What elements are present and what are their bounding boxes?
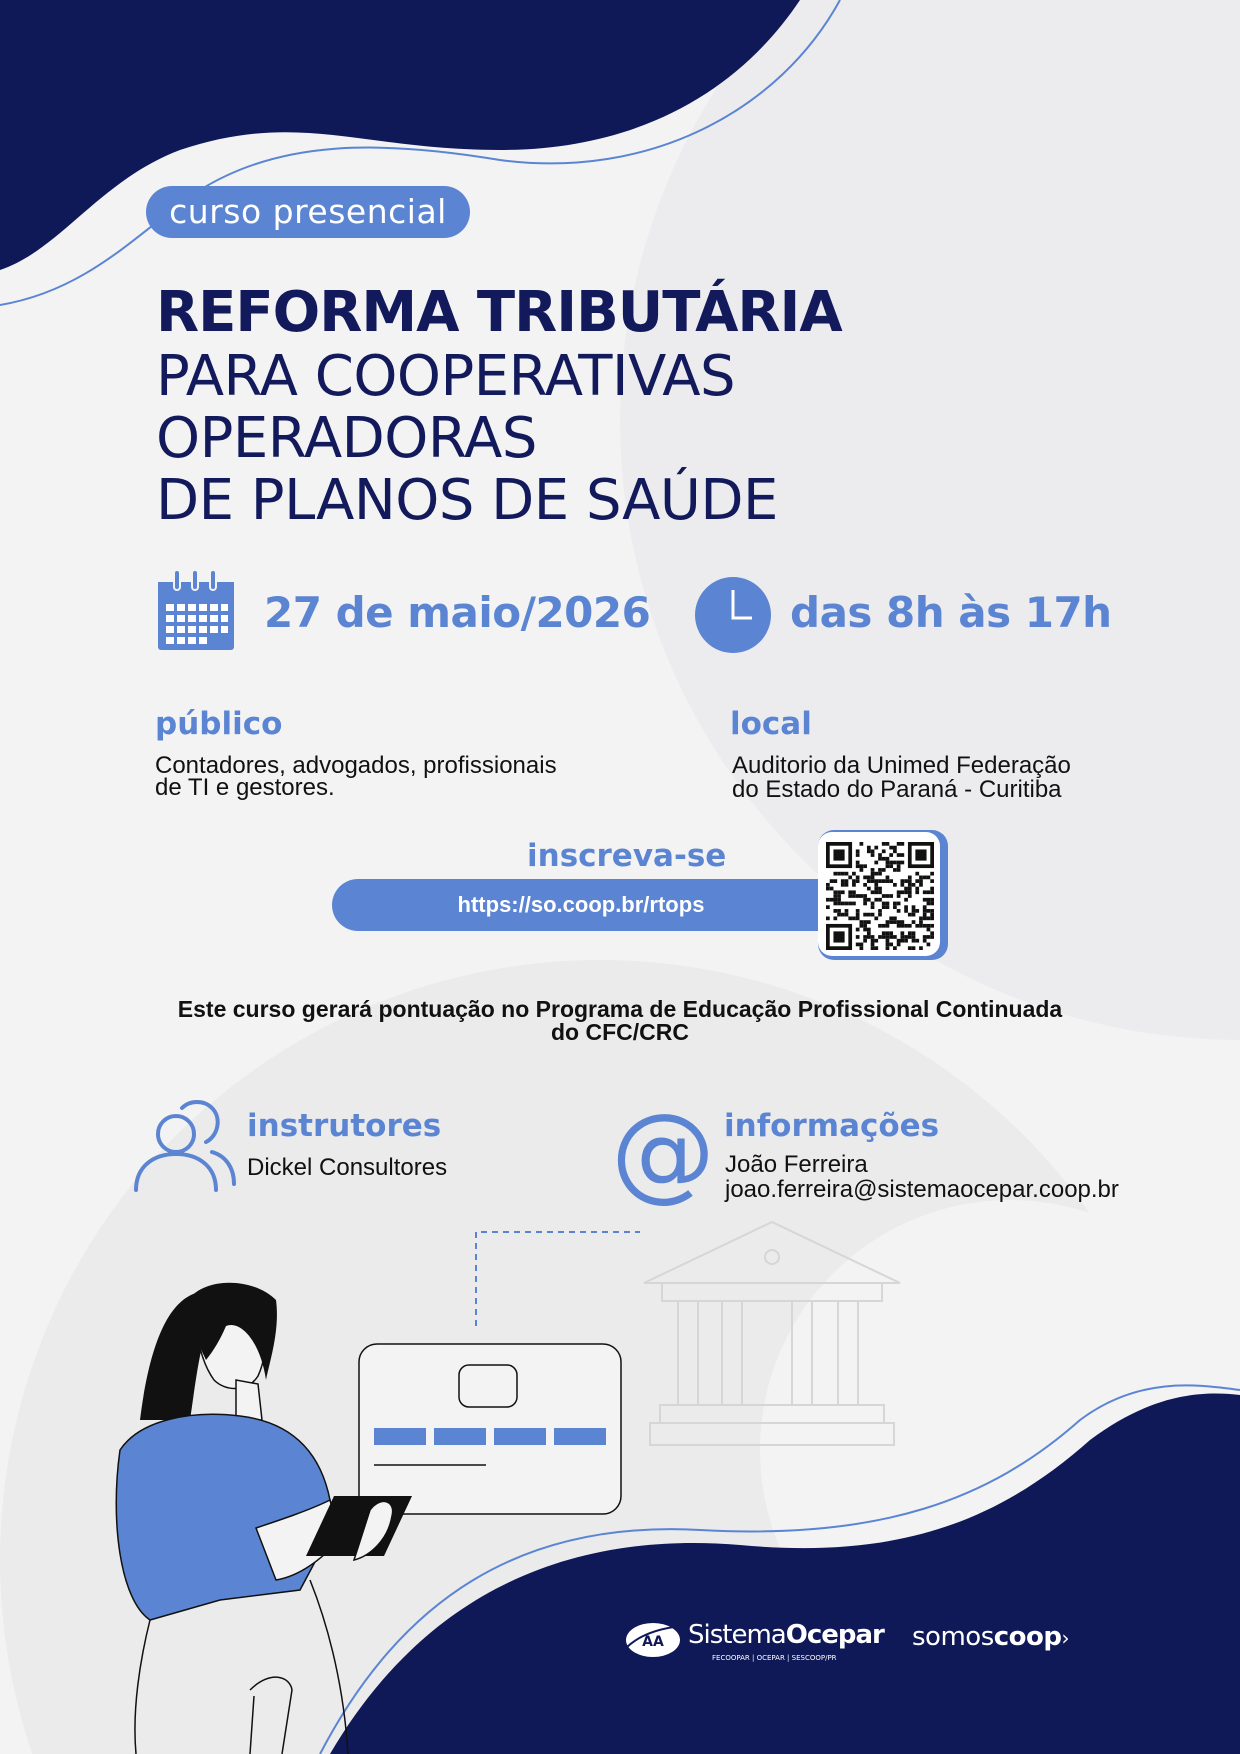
svg-text:AA: AA: [642, 1634, 664, 1650]
title-line-4: DE PLANOS DE SAÚDE: [156, 468, 778, 533]
svg-text:@: @: [611, 1091, 715, 1213]
contact-name: João Ferreira: [725, 1151, 868, 1178]
publico-line-1: Contadores, advogados, profissionais: [155, 752, 557, 779]
somoscoop-prefix: somos: [912, 1622, 994, 1652]
informacoes-heading: informações: [724, 1108, 940, 1144]
signup-url-link[interactable]: https://so.coop.br/rtops: [332, 879, 830, 931]
somoscoop-suffix: coop: [993, 1622, 1062, 1652]
title-line-2: PARA COOPERATIVAS: [156, 344, 736, 409]
local-line-2: do Estado do Paraná - Curitiba: [732, 776, 1062, 803]
cfc-note-line-1: Este curso gerará pontuação no Programa de Educação Profissional Continuada: [177, 996, 1063, 1022]
cfc-note-line-2: do CFC/CRC: [551, 1019, 689, 1045]
contact-email[interactable]: joao.ferreira@sistemaocepar.coop.br: [725, 1176, 1119, 1203]
clock-icon: [694, 576, 772, 654]
ocepar-logo-text: [688, 1620, 884, 1650]
local-line-1: Auditorio da Unimed Federação: [732, 752, 1071, 779]
title-line-1: REFORMA TRIBUTÁRIA: [156, 280, 842, 345]
calendar-icon: [156, 568, 236, 652]
instrutor-name: Dickel Consultores: [247, 1154, 448, 1181]
qr-code[interactable]: [826, 842, 934, 950]
at-sign-icon: [611, 1091, 715, 1213]
publico-heading: público: [155, 706, 283, 742]
event-time: das 8h às 17h: [790, 588, 1112, 637]
bank-building-icon: [644, 1222, 900, 1445]
somoscoop-mark-icon: ›: [1061, 1626, 1069, 1650]
credit-card-icon: [359, 1344, 621, 1514]
instrutores-heading: instrutores: [247, 1108, 442, 1144]
ocepar-logo-icon: [622, 1618, 684, 1662]
local-heading: local: [730, 706, 812, 742]
users-icon: [134, 1100, 236, 1192]
signup-heading: inscreva-se: [527, 838, 727, 874]
event-date: 27 de maio/2026: [264, 588, 651, 637]
ocepar-logo-bold: Ocepar: [785, 1620, 884, 1650]
cfc-note: [0, 998, 1240, 1044]
publico-line-2: de TI e gestores.: [155, 774, 335, 801]
somoscoop-logo: [912, 1622, 1069, 1652]
illustration: [0, 1210, 1240, 1754]
ocepar-logo-subtitle: FECOOPAR | OCEPAR | SESCOOP/PR: [712, 1654, 837, 1662]
course-type-badge: curso presencial: [146, 186, 470, 238]
ocepar-logo-prefix: Sistema: [688, 1620, 786, 1650]
title-line-3: OPERADORAS: [156, 406, 537, 471]
